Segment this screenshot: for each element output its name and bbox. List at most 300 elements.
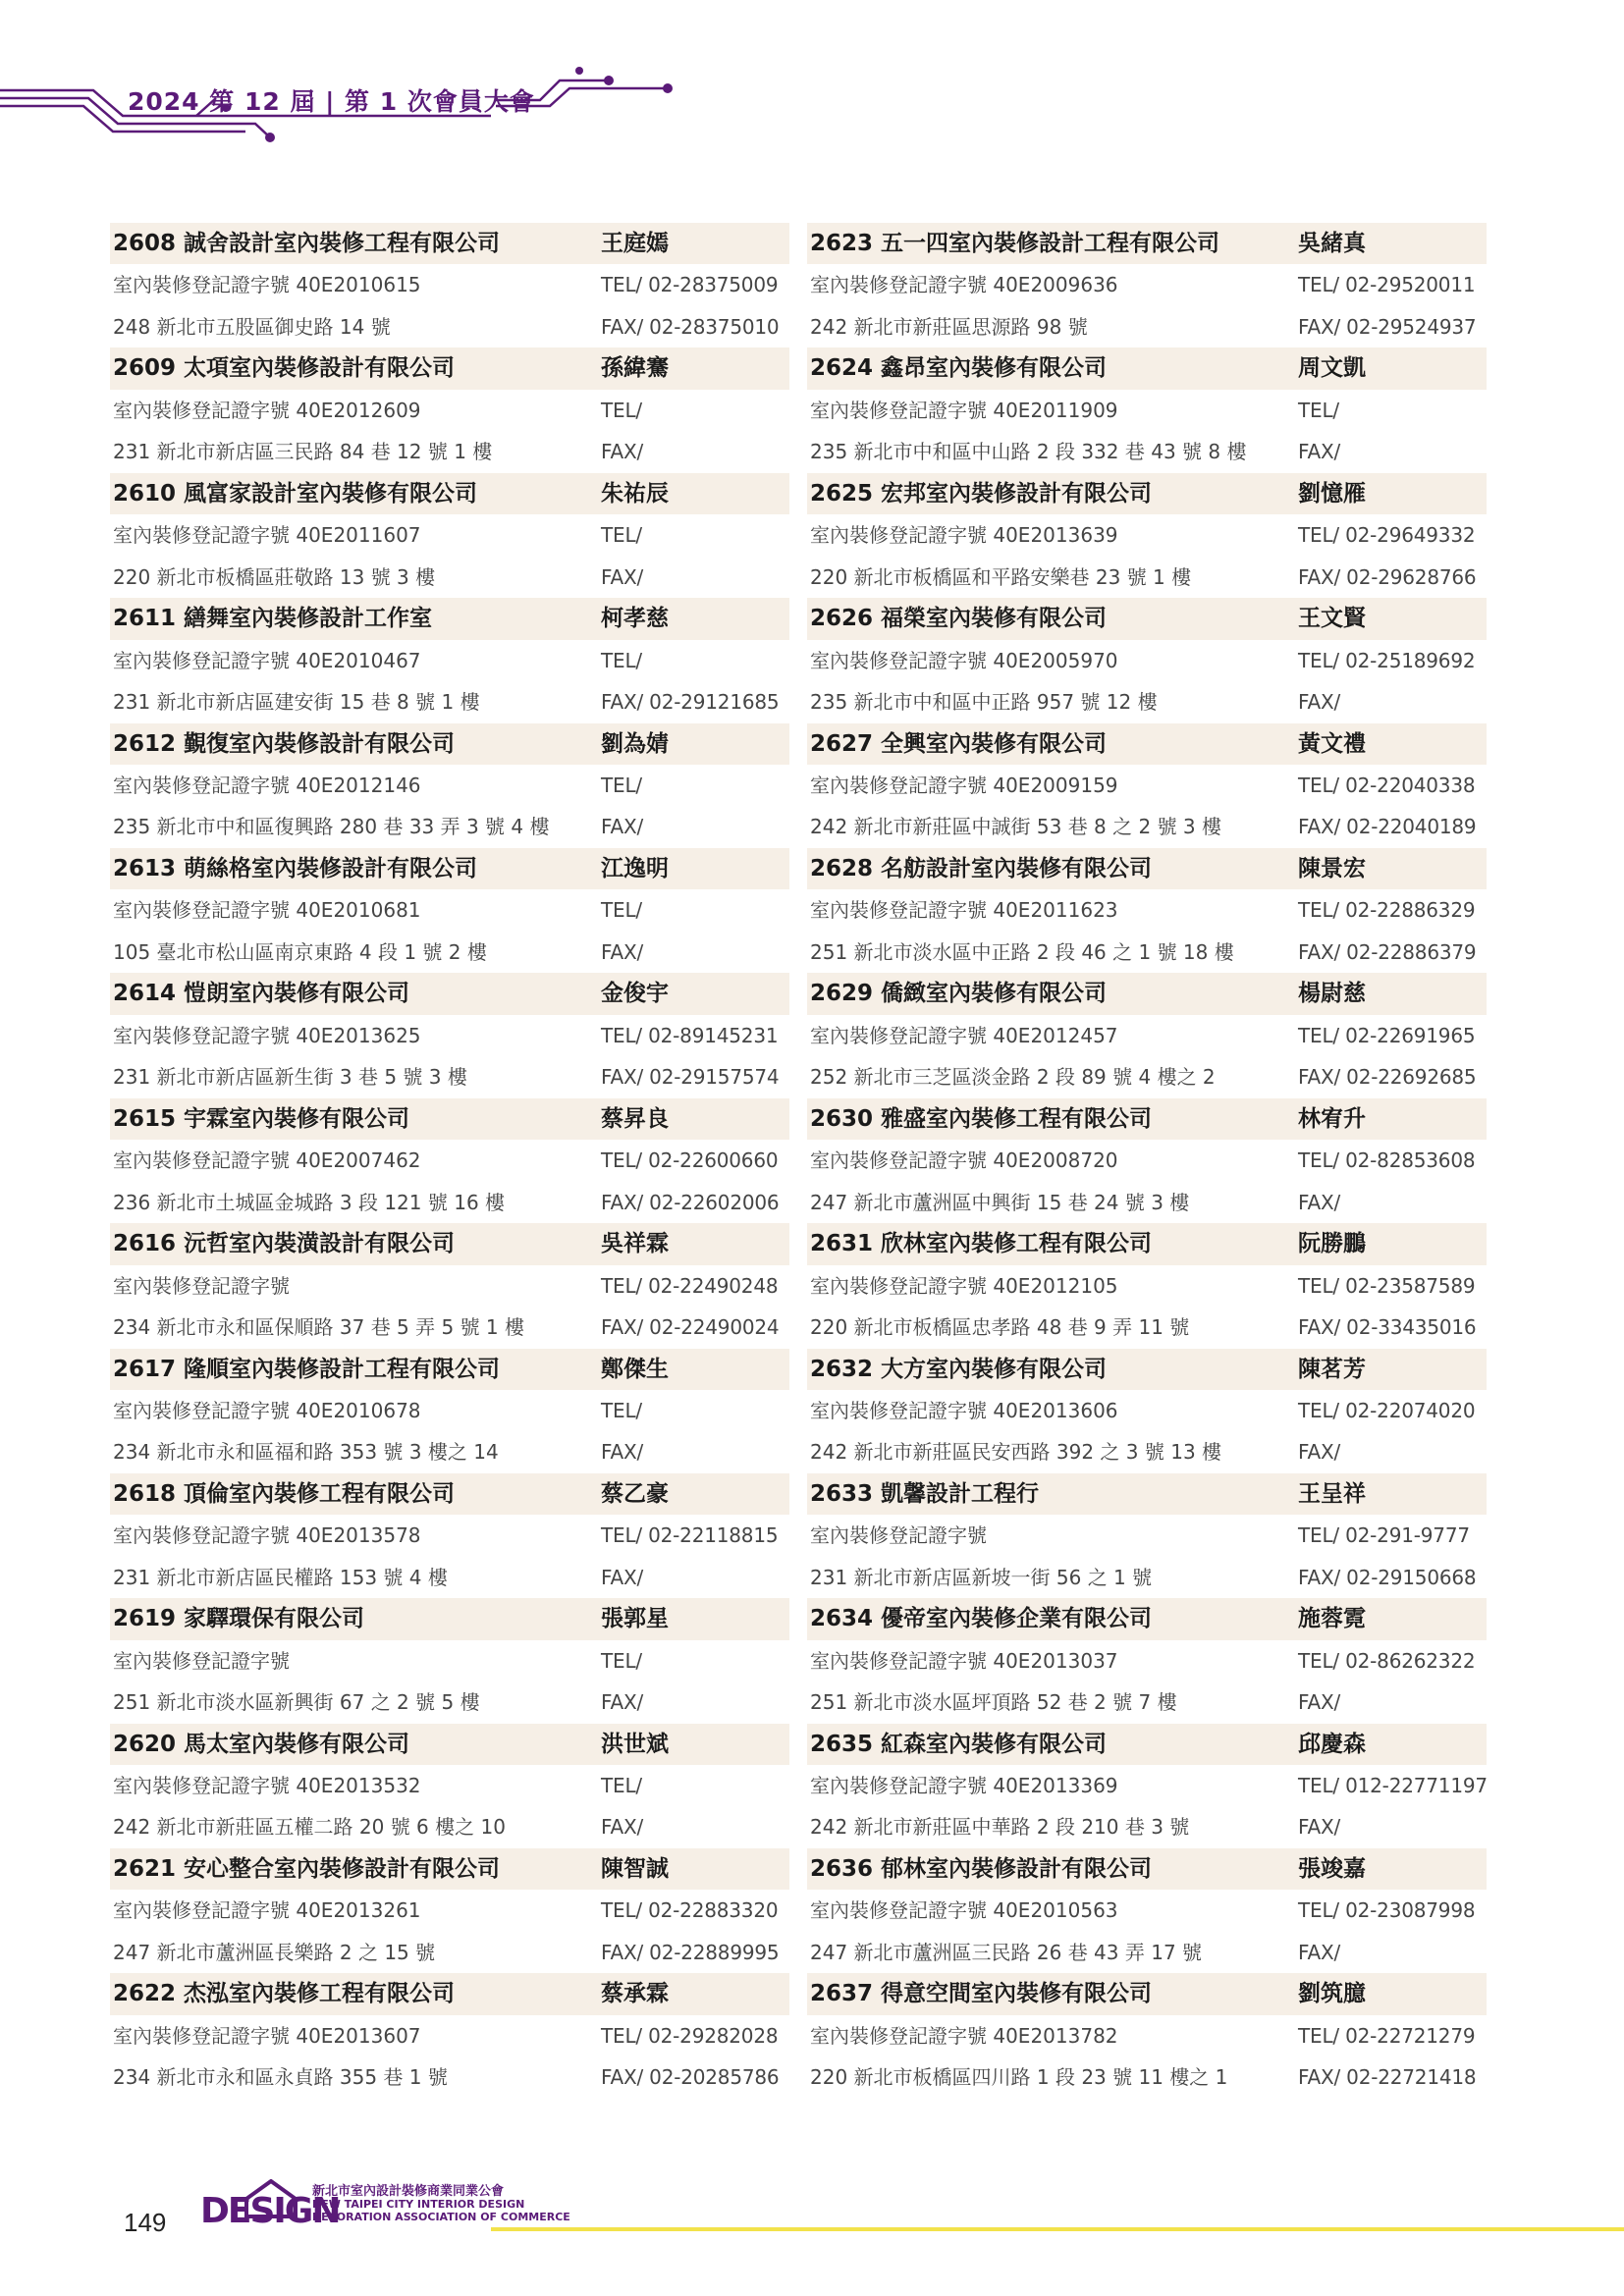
member-heading-row (807, 1473, 1487, 1515)
fax-label: FAX/ (601, 815, 643, 839)
member-heading-row (110, 1223, 789, 1264)
tel-label: TEL/ (1298, 523, 1339, 548)
logo-text-cn: 新北市室內設計裝修商業同業公會 (312, 2184, 505, 2199)
fax-value: 02-29150668 (1346, 1565, 1477, 1589)
member-id: 2616 (113, 1231, 177, 1257)
fax-value: 02-33435016 (1346, 1314, 1477, 1339)
member-entry (807, 1973, 1487, 2098)
address: 252 新北市三芝區淡金路 2 段 89 號 4 樓之 2 (810, 1065, 1216, 1090)
member-heading-row (110, 473, 789, 514)
fax-label: FAX/ (1298, 440, 1340, 464)
member-id: 2619 (113, 1606, 177, 1632)
member-title (113, 1848, 500, 1890)
tel-field (601, 1140, 778, 1181)
member-entry (807, 1848, 1487, 1973)
member-title (810, 347, 1107, 389)
address: 220 新北市板橋區四川路 1 段 23 號 11 樓之 1 (810, 2065, 1228, 2090)
tel-value: 02-82853608 (1345, 1148, 1476, 1173)
tel-label: TEL/ (601, 2023, 642, 2048)
address-row (110, 306, 789, 347)
fax-value: 02-29157574 (649, 1065, 780, 1090)
contact-person: 楊尉慈 (1298, 981, 1366, 1007)
contact-person: 施蓉霓 (1298, 1606, 1366, 1632)
address-row (110, 1682, 789, 1723)
member-entry (110, 598, 789, 722)
logo-text-en2: DECORATION ASSOCIATION OF COMMERCE (312, 2211, 570, 2223)
registration-row (110, 1265, 789, 1307)
contact-person: 王呈祥 (1298, 1480, 1366, 1507)
fax-field (601, 681, 779, 722)
registration-row (110, 1890, 789, 1931)
contact-person: 陳茗芳 (1298, 1356, 1366, 1382)
address: 234 新北市永和區保順路 37 巷 5 弄 5 號 1 樓 (113, 1314, 525, 1339)
registration-number: 室內裝修登記證字號 40E2009636 (810, 273, 1118, 297)
registration-number: 室內裝修登記證字號 40E2013607 (113, 2023, 421, 2048)
member-id: 2633 (810, 1480, 874, 1507)
registration-row (807, 1890, 1487, 1931)
address-row (110, 1307, 789, 1348)
tel-value: 02-22691965 (1345, 1023, 1476, 1047)
member-title (113, 1724, 409, 1765)
contact-person: 金俊宇 (601, 981, 669, 1007)
contact-person: 孫緯騫 (601, 355, 669, 382)
registration-number: 室內裝修登記證字號 40E2013782 (810, 2023, 1118, 2048)
member-title (810, 1598, 1152, 1639)
registration-number: 室內裝修登記證字號 40E2013369 (810, 1774, 1118, 1798)
contact-person: 鄭傑生 (601, 1356, 669, 1382)
address-row (110, 1806, 789, 1847)
fax-field (1298, 681, 1340, 722)
member-entry (807, 1473, 1487, 1598)
registration-number: 室內裝修登記證字號 40E2013578 (113, 1523, 421, 1548)
fax-field (1298, 1307, 1476, 1348)
registration-row (807, 889, 1487, 931)
address-row (110, 1557, 789, 1598)
registration-row (110, 514, 789, 556)
address-row (807, 1182, 1487, 1223)
address-row (807, 932, 1487, 973)
contact-person: 陳智誠 (601, 1856, 669, 1883)
member-id: 2631 (810, 1231, 874, 1257)
fax-label: FAX/ (601, 1815, 643, 1840)
logo-text-en1: NEW TAIPEI CITY INTERIOR DESIGN (312, 2198, 525, 2211)
member-id: 2615 (113, 1105, 177, 1132)
fax-field (1298, 1682, 1340, 1723)
company-name: 郁林室內裝修設計有限公司 (881, 1856, 1153, 1883)
fax-field (601, 806, 643, 847)
tel-field (1298, 765, 1475, 806)
tel-label: TEL/ (1298, 273, 1339, 297)
fax-field (1298, 806, 1476, 847)
fax-field (601, 2056, 779, 2098)
company-name: 沅哲室內裝潢設計有限公司 (184, 1231, 456, 1257)
address-row (807, 431, 1487, 472)
company-name: 馬太室內裝修有限公司 (184, 1731, 410, 1757)
tel-value: 02-22886329 (1345, 898, 1476, 923)
registration-number: 室內裝修登記證字號 (113, 1648, 290, 1673)
fax-field (601, 1932, 779, 1973)
registration-row (110, 1015, 789, 1056)
fax-label: FAX/ (601, 440, 643, 464)
fax-label: FAX/ (601, 1440, 643, 1465)
member-entry (807, 347, 1487, 472)
page-number: 149 (124, 2208, 167, 2237)
tel-field (1298, 1765, 1488, 1806)
contact-person: 王庭嫣 (601, 231, 669, 256)
tel-label: TEL/ (601, 273, 642, 297)
fax-label: FAX/ (601, 689, 643, 714)
member-entry (110, 1724, 789, 1848)
member-title (810, 723, 1107, 765)
fax-value: 02-22602006 (649, 1190, 780, 1214)
fax-label: FAX/ (601, 1190, 643, 1214)
fax-field (1298, 1431, 1340, 1472)
member-heading-row (110, 1848, 789, 1890)
tel-label: TEL/ (601, 1523, 642, 1548)
company-name: 得意空間室內裝修有限公司 (881, 1981, 1153, 2007)
contact-person: 周文凱 (1298, 355, 1366, 382)
member-title (113, 1973, 455, 2014)
tel-field (601, 264, 778, 305)
page-header (0, 0, 1624, 157)
fax-field (1298, 1056, 1476, 1097)
address: 231 新北市新店區民權路 153 號 4 樓 (113, 1565, 448, 1589)
company-name: 杰泓室內裝修工程有限公司 (184, 1981, 456, 2007)
member-entry (110, 1598, 789, 1723)
tel-label: TEL/ (601, 1148, 642, 1173)
member-heading-row (110, 1098, 789, 1140)
member-id: 2630 (810, 1105, 874, 1132)
registration-number: 室內裝修登記證字號 40E2012105 (810, 1273, 1118, 1298)
contact-person: 蔡承霖 (601, 1981, 669, 2007)
tel-field (1298, 1390, 1475, 1431)
tel-label: TEL/ (601, 1774, 642, 1798)
tel-label: TEL/ (601, 1898, 642, 1923)
contact-person: 陳景宏 (1298, 855, 1366, 881)
tel-label: TEL/ (601, 773, 642, 797)
tel-field (601, 640, 642, 681)
registration-number: 室內裝修登記證字號 40E2010615 (113, 273, 421, 297)
tel-label: TEL/ (1298, 1148, 1339, 1173)
fax-value: 02-22889995 (649, 1940, 780, 1964)
registration-row (110, 264, 789, 305)
registration-number: 室內裝修登記證字號 40E2012146 (113, 773, 421, 797)
member-entry (807, 223, 1487, 347)
company-name: 五一四室內裝修設計工程有限公司 (881, 231, 1220, 256)
member-id: 2622 (113, 1981, 177, 2007)
address-row (807, 1557, 1487, 1598)
fax-label: FAX/ (1298, 1940, 1340, 1964)
member-title (810, 1349, 1107, 1390)
address: 231 新北市新店區新生街 3 巷 5 號 3 樓 (113, 1065, 467, 1090)
company-name: 名舫設計室內裝修有限公司 (881, 855, 1153, 881)
contact-person: 洪世斌 (601, 1731, 669, 1757)
registration-number: 室內裝修登記證字號 (113, 1273, 290, 1298)
fax-field (601, 1056, 779, 1097)
registration-row (110, 640, 789, 681)
directory-column-right (807, 223, 1487, 2099)
tel-label: TEL/ (1298, 1898, 1339, 1923)
member-entry (110, 347, 789, 472)
member-id: 2621 (113, 1856, 177, 1883)
tel-field (1298, 640, 1475, 681)
registration-number: 室內裝修登記證字號 40E2013532 (113, 1774, 421, 1798)
member-title (113, 598, 432, 639)
fax-value: 02-22721418 (1346, 2065, 1477, 2090)
member-title (810, 848, 1152, 889)
contact-person: 張郭星 (601, 1606, 669, 1632)
fax-label: FAX/ (601, 939, 643, 964)
contact-person: 吳祥霖 (601, 1231, 669, 1257)
contact-person: 阮勝鵬 (1298, 1231, 1366, 1257)
contact-person: 邱慶森 (1298, 1731, 1366, 1757)
company-name: 風富家設計室內裝修有限公司 (184, 480, 478, 507)
contact-person: 柯孝慈 (601, 606, 669, 632)
registration-row (807, 640, 1487, 681)
fax-field (1298, 1932, 1340, 1973)
registration-row (807, 765, 1487, 806)
address-row (110, 1056, 789, 1097)
address-row (110, 557, 789, 598)
member-title (810, 1473, 1039, 1515)
address: 242 新北市新莊區民安西路 392 之 3 號 13 樓 (810, 1440, 1222, 1465)
member-title (810, 1973, 1152, 2014)
registration-number: 室內裝修登記證字號 40E2012609 (113, 398, 421, 422)
fax-field (601, 1431, 643, 1472)
tel-label: TEL/ (1298, 1523, 1339, 1548)
registration-number: 室內裝修登記證字號 40E2013037 (810, 1648, 1118, 1673)
address-row (807, 806, 1487, 847)
contact-person: 王文賢 (1298, 606, 1366, 632)
fax-label: FAX/ (1298, 314, 1340, 339)
association-logo (196, 2179, 570, 2236)
fax-label: FAX/ (601, 564, 643, 589)
tel-field (601, 2015, 778, 2056)
member-id: 2617 (113, 1356, 177, 1382)
registration-row (807, 514, 1487, 556)
address: 105 臺北市松山區南京東路 4 段 1 號 2 樓 (113, 939, 487, 964)
member-heading-row (110, 1349, 789, 1390)
tel-value: 02-22883320 (648, 1898, 779, 1923)
member-heading-row (110, 1473, 789, 1515)
address-row (110, 1431, 789, 1472)
member-id: 2620 (113, 1731, 177, 1757)
member-title (113, 848, 477, 889)
address: 242 新北市新莊區中誠街 53 巷 8 之 2 號 3 樓 (810, 815, 1222, 839)
member-heading-row (807, 973, 1487, 1014)
fax-label: FAX/ (1298, 2065, 1340, 2090)
address-row (110, 1182, 789, 1223)
tel-field (1298, 1265, 1475, 1307)
address: 220 新北市板橋區莊敬路 13 號 3 樓 (113, 564, 436, 589)
fax-label: FAX/ (1298, 1565, 1340, 1589)
fax-label: FAX/ (1298, 939, 1340, 964)
member-title (113, 1223, 455, 1264)
member-id: 2635 (810, 1731, 874, 1757)
member-id: 2623 (810, 231, 874, 256)
contact-person: 朱祐辰 (601, 480, 669, 507)
address-row (807, 306, 1487, 347)
address: 220 新北市板橋區和平路安樂巷 23 號 1 樓 (810, 564, 1192, 589)
fax-value: 02-29121685 (649, 689, 780, 714)
tel-field (601, 1640, 642, 1682)
member-heading-row (110, 347, 789, 389)
tel-label: TEL/ (601, 398, 642, 422)
company-name: 雅盛室內裝修工程有限公司 (881, 1105, 1153, 1132)
member-entry (807, 723, 1487, 848)
member-title (113, 973, 409, 1014)
member-entry (110, 1848, 789, 1973)
fax-label: FAX/ (601, 314, 643, 339)
tel-field (601, 1015, 778, 1056)
member-entry (110, 1473, 789, 1598)
fax-field (601, 1682, 643, 1723)
registration-number: 室內裝修登記證字號 40E2010467 (113, 648, 421, 672)
directory-column-left (110, 223, 789, 2099)
member-title (810, 1098, 1152, 1140)
member-heading-row (807, 1098, 1487, 1140)
tel-field (1298, 390, 1339, 431)
company-name: 誠舍設計室內裝修工程有限公司 (184, 231, 501, 256)
company-name: 宏邦室內裝修設計有限公司 (881, 480, 1153, 507)
member-title (810, 1724, 1107, 1765)
member-id: 2612 (113, 730, 177, 757)
member-entry (807, 973, 1487, 1097)
member-entry (110, 473, 789, 598)
fax-value: 02-20285786 (649, 2065, 780, 2090)
member-entry (807, 1098, 1487, 1223)
registration-number: 室內裝修登記證字號 40E2011623 (810, 898, 1118, 923)
contact-person: 林宥升 (1298, 1105, 1366, 1132)
address: 247 新北市蘆洲區長樂路 2 之 15 號 (113, 1940, 436, 1964)
member-entry (110, 1349, 789, 1473)
address-row (807, 1307, 1487, 1348)
member-heading-row (110, 723, 789, 765)
member-heading-row (807, 723, 1487, 765)
fax-label: FAX/ (1298, 1690, 1340, 1715)
member-id: 2618 (113, 1480, 177, 1507)
company-name: 愷朗室內裝修有限公司 (184, 981, 410, 1007)
member-title (810, 223, 1219, 264)
member-heading-row (110, 598, 789, 639)
address-row (807, 1056, 1487, 1097)
member-entry (807, 473, 1487, 598)
tel-label: TEL/ (1298, 648, 1339, 672)
tel-value: 02-28375009 (648, 273, 779, 297)
member-entry (807, 1724, 1487, 1848)
tel-value: 02-22118815 (648, 1523, 779, 1548)
tel-label: TEL/ (1298, 773, 1339, 797)
fax-value: 02-22886379 (1346, 939, 1477, 964)
company-name: 鑫昂室內裝修有限公司 (881, 355, 1108, 382)
tel-field (601, 1765, 642, 1806)
fax-value: 02-22692685 (1346, 1065, 1477, 1090)
member-id: 2629 (810, 981, 874, 1007)
registration-row (807, 1140, 1487, 1181)
member-id: 2608 (113, 231, 177, 256)
fax-field (601, 1307, 779, 1348)
member-heading-row (110, 1724, 789, 1765)
registration-row (807, 1640, 1487, 1682)
member-title (113, 1598, 364, 1639)
tel-label: TEL/ (1298, 1398, 1339, 1422)
tel-label: TEL/ (601, 1273, 642, 1298)
registration-row (110, 1515, 789, 1556)
member-title (113, 1098, 409, 1140)
company-name: 優帝室內裝修企業有限公司 (881, 1606, 1153, 1632)
fax-field (601, 306, 779, 347)
member-id: 2613 (113, 855, 177, 881)
tel-value: 02-25189692 (1345, 648, 1476, 672)
company-name: 宇霖室內裝修有限公司 (184, 1105, 410, 1132)
fax-label: FAX/ (1298, 1440, 1340, 1465)
address: 251 新北市淡水區中正路 2 段 46 之 1 號 18 樓 (810, 939, 1234, 964)
tel-field (1298, 2015, 1475, 2056)
fax-value: 02-22040189 (1346, 815, 1477, 839)
tel-field (601, 1265, 778, 1307)
tel-label: TEL/ (1298, 1648, 1339, 1673)
fax-field (601, 932, 643, 973)
fax-label: FAX/ (601, 1565, 643, 1589)
fax-field (601, 431, 643, 472)
fax-label: FAX/ (1298, 815, 1340, 839)
registration-row (110, 1640, 789, 1682)
address-row (807, 1932, 1487, 1973)
tel-value: 02-22490248 (648, 1273, 779, 1298)
tel-value: 02-29520011 (1345, 273, 1476, 297)
company-name: 福榮室內裝修有限公司 (881, 606, 1108, 632)
address: 220 新北市板橋區忠孝路 48 巷 9 弄 11 號 (810, 1314, 1190, 1339)
address: 231 新北市新店區建安街 15 巷 8 號 1 樓 (113, 689, 480, 714)
fax-field (601, 557, 643, 598)
tel-value: 02-22040338 (1345, 773, 1476, 797)
address: 251 新北市淡水區坪頂路 52 巷 2 號 7 樓 (810, 1690, 1177, 1715)
address-row (807, 1806, 1487, 1847)
tel-label: TEL/ (1298, 898, 1339, 923)
tel-label: TEL/ (1298, 1774, 1339, 1798)
tel-value: 02-22074020 (1345, 1398, 1476, 1422)
company-name: 安心整合室內裝修設計有限公司 (184, 1856, 501, 1883)
address: 242 新北市新莊區中華路 2 段 210 巷 3 號 (810, 1815, 1190, 1840)
member-id: 2628 (810, 855, 874, 881)
fax-label: FAX/ (1298, 564, 1340, 589)
tel-field (1298, 1140, 1475, 1181)
address: 231 新北市新店區三民路 84 巷 12 號 1 樓 (113, 440, 493, 464)
fax-field (601, 1806, 643, 1847)
tel-field (1298, 1015, 1475, 1056)
fax-field (1298, 431, 1340, 472)
tel-field (1298, 1890, 1475, 1931)
registration-row (807, 264, 1487, 305)
member-heading-row (807, 1349, 1487, 1390)
registration-number: 室內裝修登記證字號 (810, 1523, 987, 1548)
member-heading-row (807, 1598, 1487, 1639)
fax-value: 02-22490024 (649, 1314, 780, 1339)
member-heading-row (110, 1973, 789, 2014)
member-entry (110, 1223, 789, 1348)
logo-text (312, 2185, 570, 2223)
address-row (807, 681, 1487, 722)
address: 235 新北市中和區復興路 280 巷 33 弄 3 號 4 樓 (113, 815, 550, 839)
logo-wordmark: DESIGN (200, 2191, 340, 2231)
fax-label: FAX/ (1298, 1065, 1340, 1090)
member-title (113, 473, 477, 514)
contact-person: 黃文禮 (1298, 730, 1366, 757)
company-name: 欣林室內裝修工程有限公司 (881, 1231, 1153, 1257)
registration-row (807, 1015, 1487, 1056)
member-heading-row (807, 1973, 1487, 2014)
tel-label: TEL/ (601, 1648, 642, 1673)
